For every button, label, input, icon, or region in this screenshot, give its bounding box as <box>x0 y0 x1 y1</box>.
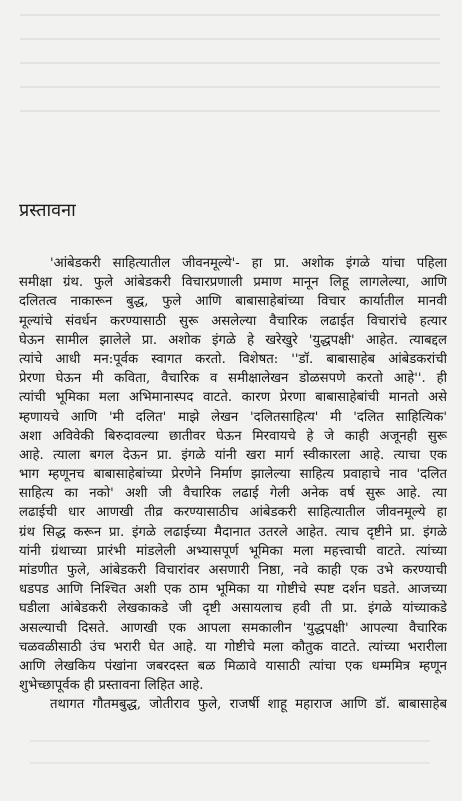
text-line: घडीला आंबेडकरी लेखकाकडे जी दृष्टी असायलाच हवी ती प्रा. इंगळे यांच्याकडे <box>19 601 447 617</box>
text-line: मांडणीत फुले, आंबेडकरी विचारांवर असणारी निष्ठा, नवे काही एक उभे करण्याची <box>19 563 447 578</box>
text-line: मूल्यांचे संवर्धन करण्यासाठी सुरू असलेल्या वैचारिक लढाईत विचारांचे हत्यार <box>19 313 447 329</box>
body-paragraph <box>19 254 447 715</box>
text-line: प्रेरणा घेऊन मी कविता, वैचारिक व समीक्षालेखन डोळसपणे करतो आहे''. ही <box>19 371 447 387</box>
text-line: असल्याची दिसते. आणखी एक आपला समकालीन 'युद्धपक्षी' आपल्या वैचारिक <box>19 620 447 636</box>
text-line: तथागत गौतमबुद्ध, जोतीराव फुले, राजर्षी शाहू महाराज आणि डॉ. बाबासाहेब <box>50 697 447 713</box>
text-line: त्यांची भूमिका मला अभिमानास्पद वाटते. कारण प्रेरणा बाबासाहेबांची मानतो असे <box>19 390 447 406</box>
page-heading: प्रस्तावना <box>19 200 76 221</box>
text-line: दलितत्व नाकारून बुद्ध, फुले आणि बाबासाहेबांच्या विचार कार्यातील मानवी <box>19 294 447 310</box>
show-through-text <box>20 14 440 154</box>
text-line: यांनी ग्रंथाच्या प्रारंभी मांडलेली अभ्यासपूर्ण भूमिका मला महत्त्वाची वाटते. त्यांच्या <box>19 543 447 559</box>
text-line: आणि लेखकिय पंखांना जबरदस्त बळ मिळावे यासाठी त्यांचा एक धम्ममित्र म्हणून <box>19 658 447 674</box>
text-line: चळवळीसाठी उंच भरारी घेत आहे. या गोष्टीचे मला कौतुक वाटते. त्यांच्या भरारीला <box>19 639 447 655</box>
text-line: त्यांचे आधी मन:पूर्वक स्वागत करतो. विशेषत: ''डॉ. बाबासाहेब आंबेडकरांची <box>19 351 447 367</box>
text-line: ग्रंथ सिद्ध करून प्रा. इंगळे लढाईच्या मैदानात उतरले आहेत. त्याच दृष्टीने प्रा. इंगळे <box>19 524 447 540</box>
text-line: अशा अविवेकी बिरुदावल्या छातीवर घेऊन मिरवायचे हे जे काही अजूनही सुरू <box>19 428 447 444</box>
text-line: घेऊन सामील झालेले प्रा. अशोक इंगळे हे खरेखुरे 'युद्धपक्षी' आहेत. त्याबद्दल <box>19 332 447 348</box>
text-line: धडपड आणि निश्चित अशी एक ठाम भूमिका या गोष्टीचे स्पष्ट दर्शन घडते. आजच्या <box>19 582 447 598</box>
text-line: लढाईची धार आणखी तीव्र करण्यासाठीच आंबेडकरी साहित्यातील जीवनमूल्ये हा <box>19 505 447 521</box>
text-line: 'आंबेडकरी साहित्यातील जीवनमूल्ये'- हा प्रा. अशोक इंगळे यांचा पहिला <box>50 256 447 271</box>
text-line: साहित्य का नको' अशी जी वैचारिक लढाई गेली अनेक वर्ष सुरू आहे. त्या <box>19 486 447 502</box>
text-line: शुभेच्छापूर्वक ही प्रस्तावना लिहित आहे. <box>19 678 204 694</box>
show-through-text-bottom <box>30 740 430 784</box>
text-line: आहे. त्याला बगल देऊन प्रा. इंगळे यांनी खरा मार्ग स्वीकारला आहे. त्याचा एक <box>19 447 447 463</box>
text-line: समीक्षा ग्रंथ. फुले आंबेडकरी विचारप्रणाली प्रमाण मानून लिहू लागलेल्या, आणि <box>19 275 447 291</box>
text-line: भाग म्हणूनच बाबासाहेबांच्या प्रेरणेने निर्माण झालेल्या साहित्य प्रवाहाचे नाव 'दलित <box>19 467 447 483</box>
text-line: म्हणायचे आणि 'मी दलित' माझे लेखन 'दलितसाहित्य' मी 'दलित साहित्यिक' <box>19 409 447 425</box>
